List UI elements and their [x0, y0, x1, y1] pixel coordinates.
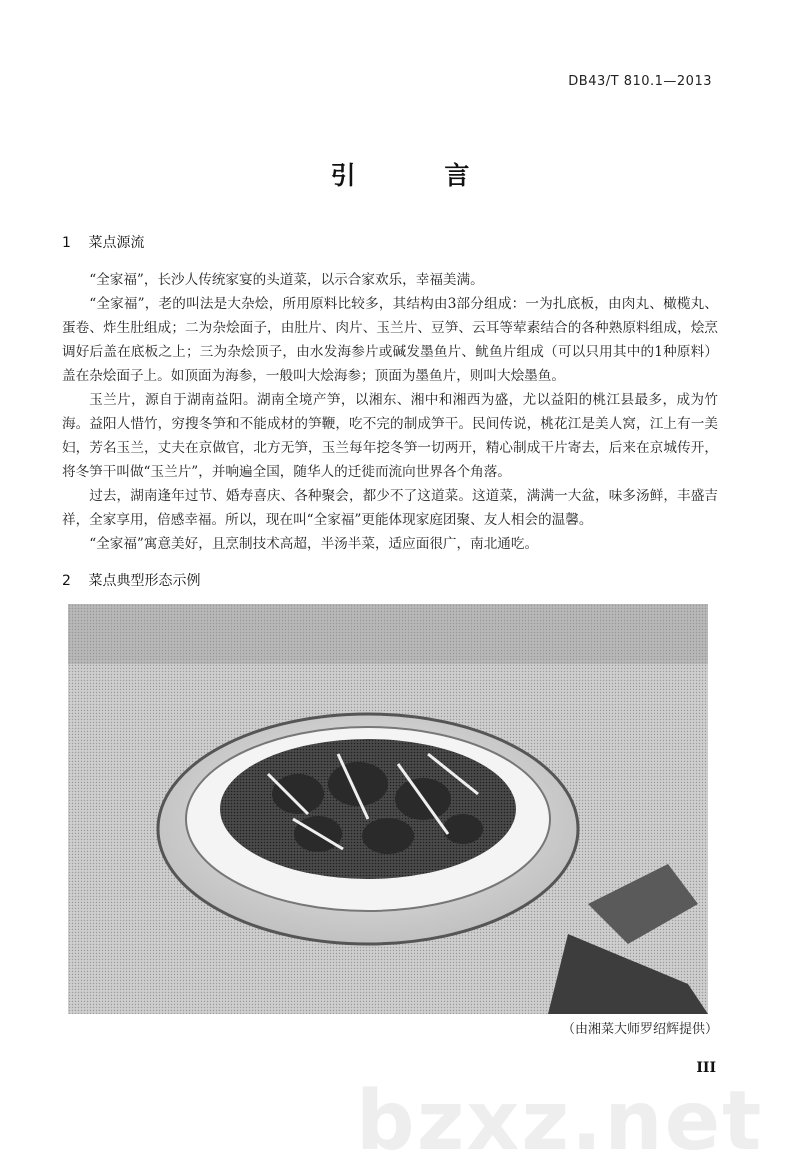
paragraph: “全家福”，老的叫法是大杂烩，所用原料比较多，其结构由3部分组成：一为扎底板，由肉丸、橄榄丸、蛋卷、炸生肚组成；二为杂烩面子，由肚片、肉片、玉兰片、豆笋、云耳等荤素结合的各种熟原料组成，烩烹调好后盖在底板之上；三为杂烩顶子，由水发海参片或碱发墨鱼片、鱿鱼片组成（可以只用其中的1种原料）盖在杂烩面子上。如顶面为海参，一般叫大烩海参；顶面为墨鱼片，则叫大烩墨鱼。: [62, 296, 718, 384]
paragraph: “全家福”，长沙人传统家宴的头道菜，以示合家欢乐，幸福美满。: [89, 272, 484, 288]
section-title: 菜点源流: [88, 235, 145, 251]
paragraph: 玉兰片，源自于湖南益阳。湖南全境产笋，以湘东、湘中和湘西为盛，尤以益阳的桃江县最多，成为竹海。益阳人惜竹，穷搜冬笋和不能成材的笋鞭，吃不完的制成笋干。民间传说，桃花江是美人窝，江上有一美妇，芳名玉兰，丈夫在京做官，北方无笋，玉兰每年挖冬笋一切两开，精心制成干片寄去，后来在京城传开，将冬笋干叫做“玉兰片”，并响遍全国，随华人的迁徙而流向世界各个角落。: [62, 392, 718, 480]
section-heading-2: [62, 570, 200, 590]
document-code: DB43/T 810.1—2013: [568, 74, 712, 89]
section-title: 菜点典型形态示例: [88, 573, 201, 589]
watermark: bzxz.net: [356, 1074, 764, 1169]
dish-photo: [68, 604, 708, 1014]
paragraph: “全家福”寓意美好，且烹制技术高超，半汤半菜，适应面很广，南北通吃。: [89, 536, 539, 552]
section-body: [62, 268, 718, 556]
paragraph: 过去，湖南逢年过节、婚寿喜庆、各种聚会，都少不了这道菜。这道菜，满满一大盆，味多汤鲜，丰盛吉祥，全家享用，倍感幸福。所以，现在叫“全家福”更能体现家庭团聚、友人相会的温馨。: [62, 488, 718, 528]
figure-caption: （由湘菜大师罗绍辉提供）: [561, 1022, 718, 1037]
page-title: 引 言: [330, 161, 510, 190]
section-heading-1: [62, 232, 144, 252]
section-number: 2: [62, 573, 71, 589]
section-number: 1: [62, 235, 71, 251]
page-number: III: [696, 1060, 716, 1076]
